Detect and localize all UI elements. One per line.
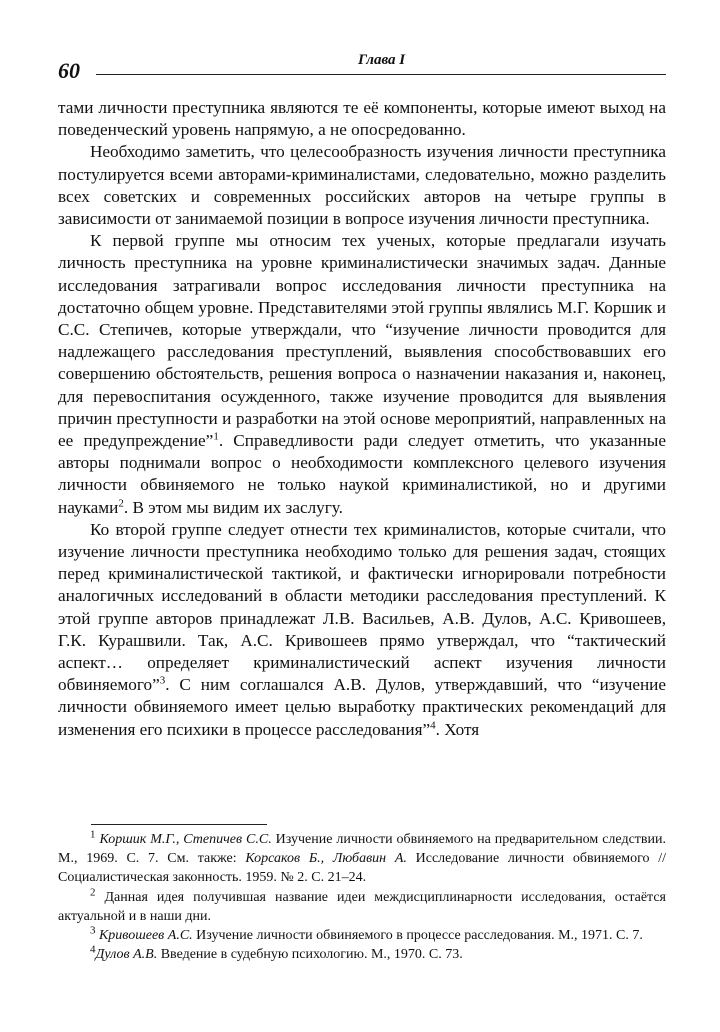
- paragraph-text: . Хотя: [435, 719, 480, 739]
- page-header: [58, 52, 666, 82]
- footnote-author: Коршик М.Г., Степичев С.С.: [99, 832, 272, 847]
- paragraph-text: Ко второй группе следует отнести тех криминалистов, которые считали, что изучение личности преступника необходимо только для решения задач, стоящих перед криминалистической тактикой, и фактически игнорировали потребности аналогичных исследований в области методики расследования преступлений. К этой группе авторов принадлежат Л.В. Васильев, А.В. Дулов, А.С. Кривошеев, Г.К. Курашвили. Так, А.С. Кривошеев прямо утверждал, что “тактический аспект… определяет криминалистический аспект изучения личности обвиняемого”: [58, 519, 666, 695]
- chapter-title: Глава I: [358, 52, 406, 68]
- paragraph-text: К первой группе мы относим тех ученых, которые предлагали изучать личность преступника на уровне криминалистически значимых задач. Данные исследования затрагивали вопрос исследования личности преступника на достаточно общем уровне. Представителями этой группы являлись М.Г. Коршик и С.С. Степичев, которые утверждали, что “изучение личности проводится для надлежащего расследования преступлений, выявления способствовавших его совершению обстоятельств, решения вопроса о назначении наказания и, наконец, для перевоспитания осужденного, также изучение проводится для выявления причин преступности и разработки на этой основе мероприятий, направленных на ее предупреждение”: [58, 231, 666, 451]
- footnote: [58, 945, 666, 964]
- footnote-ref: 2: [118, 496, 124, 509]
- paragraph-text: . С ним соглашался А.В. Дулов, утверждавший, что “изучение личности обвиняемого имеет целью выработку практических рекомендаций для изменения его психики в процессе расследования”: [58, 675, 666, 739]
- footnote-author: Дулов А.В.: [95, 947, 158, 963]
- paragraph-continued: тами личности преступника являются те её компоненты, которые имеют выход на поведенческий уровень напрямую, а не опосредованно.: [58, 98, 666, 140]
- footnote-number: 1: [90, 828, 96, 841]
- page-number: 60: [58, 58, 80, 83]
- footnote: [58, 885, 666, 926]
- paragraph-text: . Справедливости ради следует отметить, что указанные авторы поднимали вопрос о необходимости комплексного целевого изучения личности обвиняемого не только наукой криминалистикой, но и другими науками: [58, 431, 666, 517]
- footnote-number: 3: [90, 924, 96, 937]
- footnote: [58, 830, 666, 888]
- footnotes: [58, 830, 666, 964]
- footnote-ref: 1: [213, 430, 219, 443]
- footnote-ref: 4: [430, 718, 436, 731]
- paragraph: [58, 230, 666, 519]
- footnote-author: Корсаков Б., Любавин А.: [245, 851, 407, 867]
- paragraph: [58, 519, 666, 741]
- footnote-text: Введение в судебную психологию. М., 1970. С. 73.: [157, 947, 463, 963]
- footnote-text: Данная идея получившая название идеи междисциплинарности исследования, остаётся актуальной и в наши дни.: [58, 889, 666, 924]
- paragraph-text: . В этом мы видим их заслугу.: [123, 497, 343, 517]
- footnote-text: Исследование личности обвиняемого // Социалистическая законность. 1959. № 2. С. 21–24.: [58, 851, 666, 886]
- footnote-text: Изучение личности обвиняемого в процессе расследования. М., 1971. С. 7.: [192, 928, 643, 944]
- footnote-text: Изучение личности обвиняемого на предварительном следствии. М., 1969. С. 7. См. также:: [58, 832, 666, 867]
- footnote-ref: 3: [159, 674, 166, 687]
- footnote-number: 4: [90, 943, 96, 956]
- body-text: [58, 97, 666, 741]
- footnote-number: 2: [90, 885, 96, 898]
- footnote-author: Кривошеев А.С.: [99, 928, 193, 944]
- header-rule: [96, 74, 666, 75]
- footnote: [58, 926, 666, 945]
- footnote-rule: [91, 824, 267, 825]
- paragraph: Необходимо заметить, что целесообразность изучения личности преступника постулируется всеми авторами-криминалистами, следовательно, можно разделить всех советских и современных российских авторов на четыре группы в зависимости от занимаемой позиции в вопросе изучения личности преступника.: [58, 142, 666, 229]
